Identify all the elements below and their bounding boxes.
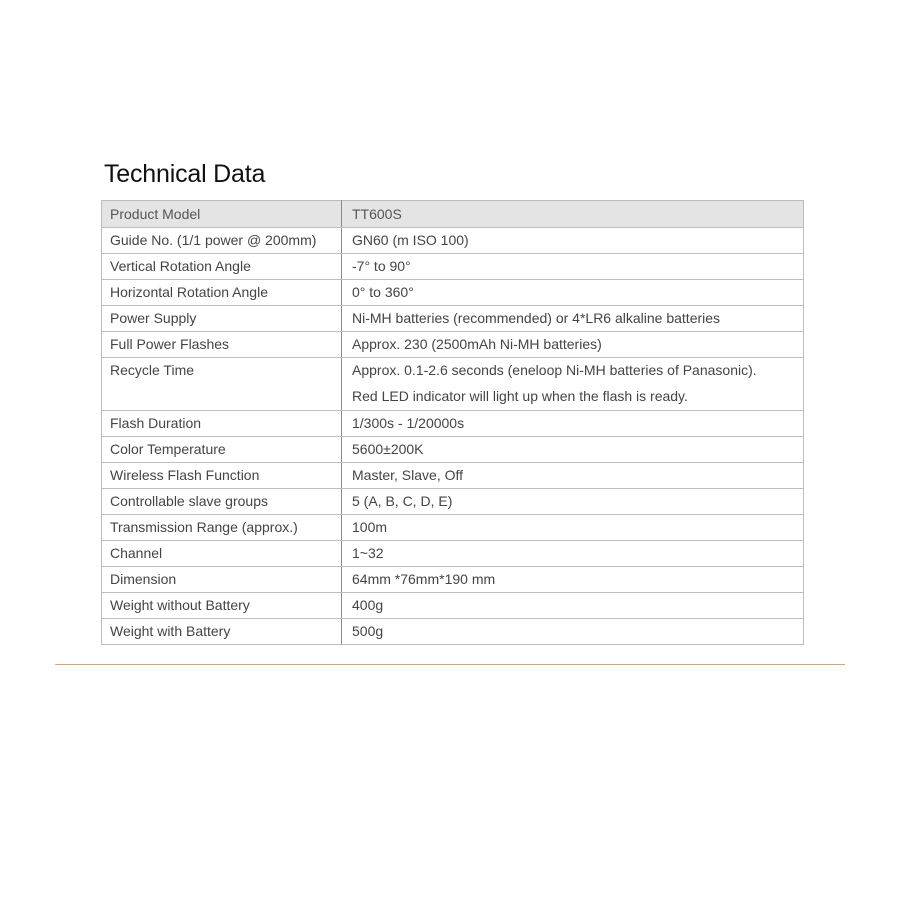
table-row — [102, 489, 804, 515]
table-row — [102, 254, 804, 280]
row-label: Flash Duration — [102, 411, 342, 437]
technical-data-table — [101, 200, 804, 645]
row-label: Weight with Battery — [102, 619, 342, 645]
table-header-row — [102, 201, 804, 228]
row-value: 1/300s - 1/20000s — [342, 411, 804, 437]
row-label: Wireless Flash Function — [102, 463, 342, 489]
header-label: Product Model — [102, 201, 342, 228]
row-value: GN60 (m ISO 100) — [342, 228, 804, 254]
table-row — [102, 228, 804, 254]
row-label: Controllable slave groups — [102, 489, 342, 515]
row-value: Master, Slave, Off — [342, 463, 804, 489]
table-row — [102, 306, 804, 332]
row-value: 64mm *76mm*190 mm — [342, 567, 804, 593]
row-value-line: Approx. 0.1-2.6 seconds (eneloop Ni-MH batteries of Panasonic). — [352, 362, 757, 378]
row-label: Transmission Range (approx.) — [102, 515, 342, 541]
row-value-line: Red LED indicator will light up when the flash is ready. — [352, 388, 688, 404]
row-value: 500g — [342, 619, 804, 645]
row-label: Horizontal Rotation Angle — [102, 280, 342, 306]
page-title: Technical Data — [104, 160, 266, 188]
row-label: Full Power Flashes — [102, 332, 342, 358]
table-row — [102, 567, 804, 593]
table-row — [102, 593, 804, 619]
row-label: Vertical Rotation Angle — [102, 254, 342, 280]
row-value: 5600±200K — [342, 437, 804, 463]
table-row — [102, 619, 804, 645]
row-value: Approx. 230 (2500mAh Ni-MH batteries) — [342, 332, 804, 358]
row-label: Dimension — [102, 567, 342, 593]
row-value: Ni-MH batteries (recommended) or 4*LR6 alkaline batteries — [342, 306, 804, 332]
row-value: 0° to 360° — [342, 280, 804, 306]
header-value: TT600S — [342, 201, 804, 228]
row-value: 1~32 — [342, 541, 804, 567]
table-row — [102, 541, 804, 567]
row-value — [342, 358, 804, 411]
row-value: 5 (A, B, C, D, E) — [342, 489, 804, 515]
row-value: 100m — [342, 515, 804, 541]
table-row — [102, 437, 804, 463]
row-label: Guide No. (1/1 power @ 200mm) — [102, 228, 342, 254]
row-label: Power Supply — [102, 306, 342, 332]
section-divider — [55, 664, 845, 665]
row-label: Recycle Time — [102, 358, 342, 411]
table-row — [102, 463, 804, 489]
row-value: 400g — [342, 593, 804, 619]
row-label: Weight without Battery — [102, 593, 342, 619]
table-row — [102, 515, 804, 541]
table-row — [102, 358, 804, 411]
table-row — [102, 411, 804, 437]
row-label: Color Temperature — [102, 437, 342, 463]
table-row — [102, 332, 804, 358]
row-value: -7° to 90° — [342, 254, 804, 280]
table-row — [102, 280, 804, 306]
row-label: Channel — [102, 541, 342, 567]
